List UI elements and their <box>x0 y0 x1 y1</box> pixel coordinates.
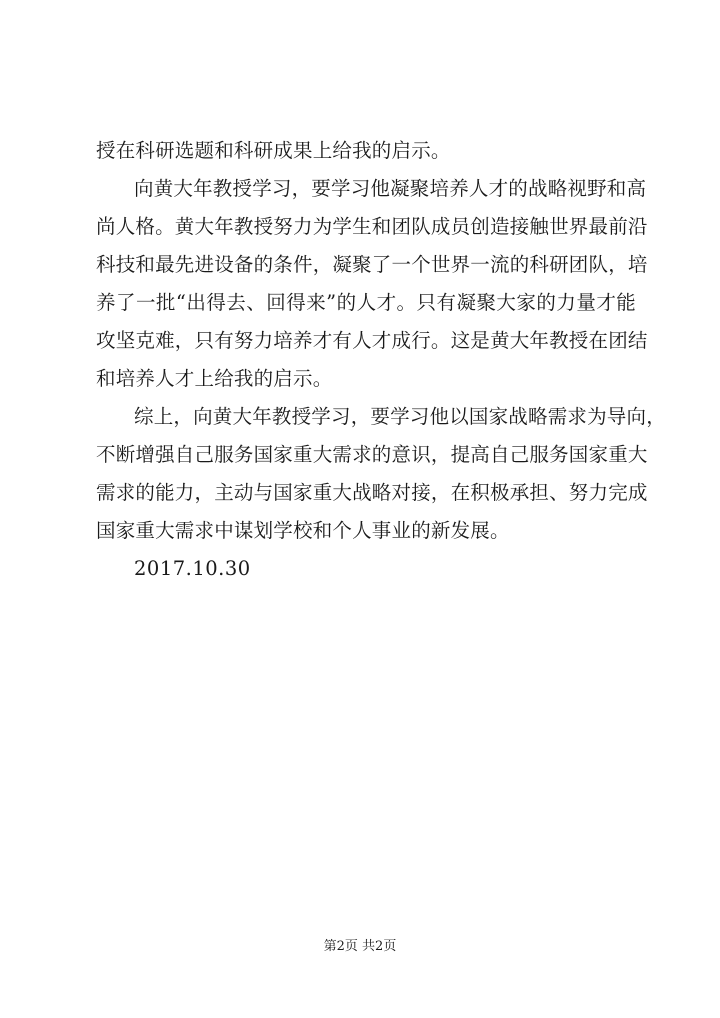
paragraph-2-line-6: 和培养人才上给我的启示。 <box>96 367 333 390</box>
paragraph-2-line-4: 养了一批“出得去、回得来”的人才。只有凝聚大家的力量才能 <box>96 291 636 314</box>
paragraph-3-line-1: 综上，向黄大年教授学习，要学习他以国家战略需求为导向， <box>134 405 666 428</box>
paragraph-3-line-3: 需求的能力，主动与国家重大战略对接，在积极承担、努力完成 <box>96 481 648 504</box>
page-number-footer: 第2页 共2页 <box>323 939 397 954</box>
paragraph-1-line-1: 授在科研选题和科研成果上给我的启示。 <box>96 139 451 162</box>
paragraph-2-line-3: 科技和最先进设备的条件，凝聚了一个世界一流的科研团队，培 <box>96 253 648 276</box>
paragraph-2-line-5: 攻坚克难，只有努力培养才有人才成行。这是黄大年教授在团结 <box>96 329 648 352</box>
paragraph-3-line-4: 国家重大需求中谋划学校和个人事业的新发展。 <box>96 519 510 542</box>
document-date: 2017.10.30 <box>134 557 251 580</box>
paragraph-2-line-1: 向黄大年教授学习，要学习他凝聚培养人才的战略视野和高 <box>134 177 647 200</box>
paragraph-3-line-2: 不断增强自己服务国家重大需求的意识，提高自己服务国家重大 <box>96 443 648 466</box>
paragraph-2-line-2: 尚人格。黄大年教授努力为学生和团队成员创造接触世界最前沿 <box>96 215 648 238</box>
